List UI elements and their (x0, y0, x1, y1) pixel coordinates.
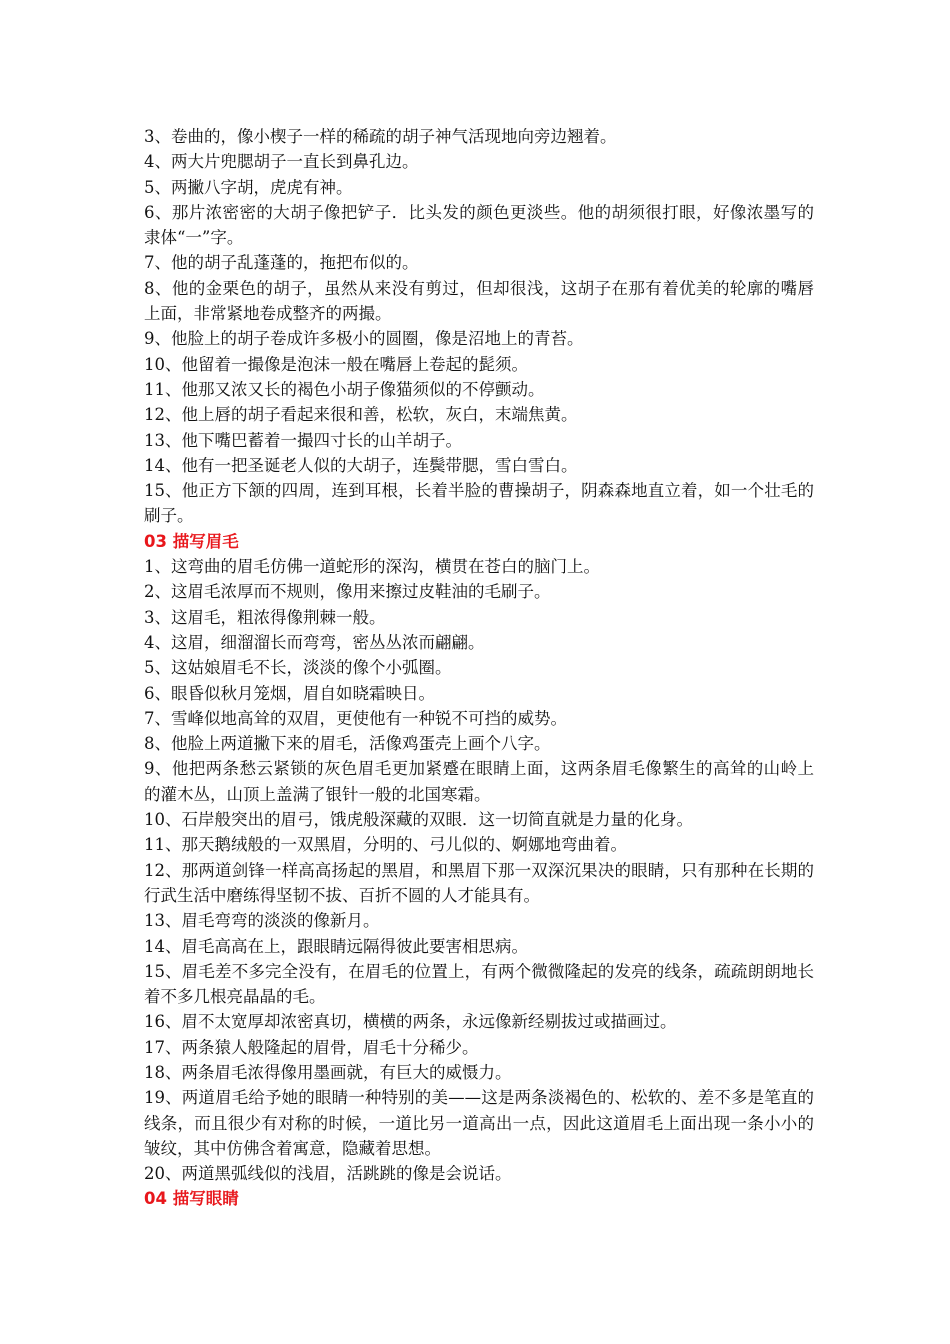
section-heading: 04 描写眼睛 (144, 1189, 239, 1209)
list-item: 12、那两道剑锋一样高高扬起的黑眉，和黑眉下那一双深沉果决的眼睛，只有那种在长期的行武生活中磨练得坚韧不拔、百折不圆的人才能具有。 (144, 860, 814, 905)
list-item: 15、他正方下颔的四周，连到耳根，长着半脸的曹操胡子，阴森森地直立着，如一个壮毛的刷子。 (144, 481, 814, 526)
list-item: 18、两条眉毛浓得像用墨画就，有巨大的威慑力。 (144, 1062, 512, 1082)
list-item: 11、那天鹅绒般的一双黑眉，分明的、弓儿似的、婀娜地弯曲着。 (144, 835, 627, 855)
list-item: 6、眼昏似秋月笼烟，眉自如晓霜映日。 (144, 683, 435, 703)
list-item: 13、他下嘴巴蓄着一撮四寸长的山羊胡子。 (144, 430, 462, 450)
list-item: 15、眉毛差不多完全没有，在眉毛的位置上，有两个微微隆起的发亮的线条，疏疏朗朗地长着不多几根亮晶晶的毛。 (144, 961, 814, 1007)
list-item: 10、石岸般突出的眉弓，饿虎般深藏的双眼．这一切简直就是力量的化身。 (144, 810, 693, 830)
section-eyebrows (144, 529, 814, 1187)
list-item: 9、他把两条愁云紧锁的灰色眉毛更加紧蹙在眼睛上面，这两条眉毛像繁生的高耸的山岭上的灌木丛，山顶上盖满了银针一般的北国寒霜。 (144, 759, 814, 804)
list-item: 4、两大片兜腮胡子一直长到鼻孔边。 (144, 152, 419, 172)
section-heading: 03 描写眉毛 (144, 531, 239, 551)
list-item: 20、两道黑弧线似的浅眉，活跳跳的像是会说话。 (144, 1164, 512, 1184)
section-beard (144, 124, 814, 529)
list-item: 4、这眉，细溜溜长而弯弯，密丛丛浓而翩翩。 (144, 632, 485, 652)
list-item: 3、这眉毛，粗浓得像荆棘一般。 (144, 607, 386, 627)
list-item: 1、这弯曲的眉毛仿佛一道蛇形的深沟，横贯在苍白的脑门上。 (144, 557, 600, 577)
list-item: 16、眉不太宽厚却浓密真切，横横的两条，永远像新经剔拔过或描画过。 (144, 1012, 677, 1032)
list-item: 3、卷曲的，像小楔子一样的稀疏的胡子神气活现地向旁边翘着。 (144, 127, 617, 146)
list-item: 11、他那又浓又长的褐色小胡子像猫须似的不停颤动。 (144, 379, 545, 399)
list-item: 7、雪峰似地高耸的双眉，更使他有一种锐不可挡的威势。 (144, 708, 567, 728)
list-item: 7、他的胡子乱蓬蓬的，拖把布似的。 (144, 253, 419, 273)
list-item: 14、他有一把圣诞老人似的大胡子，连鬓带腮，雪白雪白。 (144, 455, 578, 475)
list-item: 5、两撇八字胡，虎虎有神。 (144, 177, 353, 197)
list-item: 9、他脸上的胡子卷成许多极小的圆圈，像是沼地上的青苔。 (144, 329, 584, 349)
list-item: 8、他脸上两道撇下来的眉毛，活像鸡蛋壳上画个八字。 (144, 734, 551, 754)
list-item: 10、他留着一撮像是泡沫一般在嘴唇上卷起的髭须。 (144, 354, 528, 374)
section-eyes (144, 1186, 814, 1211)
list-item: 5、这姑娘眉毛不长，淡淡的像个小弧圈。 (144, 658, 452, 678)
document-page (144, 124, 814, 1212)
list-item: 8、他的金栗色的胡子，虽然从来没有剪过，但却很浅，这胡子在那有着优美的轮廓的嘴唇上面，非常紧地卷成整齐的两撮。 (144, 278, 814, 324)
list-item: 2、这眉毛浓厚而不规则，像用来擦过皮鞋油的毛刷子。 (144, 582, 551, 602)
list-item: 17、两条猿人般隆起的眉骨，眉毛十分稀少。 (144, 1037, 479, 1057)
list-item: 6、那片浓密密的大胡子像把铲子．比头发的颜色更淡些。他的胡须很打眼，好像浓墨写的隶体“一”字。 (144, 202, 814, 248)
list-item: 12、他上唇的胡子看起来很和善，松软，灰白，末端焦黄。 (144, 405, 578, 425)
list-item: 19、两道眉毛给予她的眼睛一种特别的美——这是两条淡褐色的、松软的、差不多是笔直的线条，而且很少有对称的时候，一道比另一道高出一点，因此这道眉毛上面出现一条小小的皱纹，其中仿佛含着寓意，隐藏着思想。 (144, 1088, 814, 1158)
list-item: 14、眉毛高高在上，跟眼睛远隔得彼此要害相思病。 (144, 936, 528, 956)
list-item: 13、眉毛弯弯的淡淡的像新月。 (144, 911, 380, 931)
